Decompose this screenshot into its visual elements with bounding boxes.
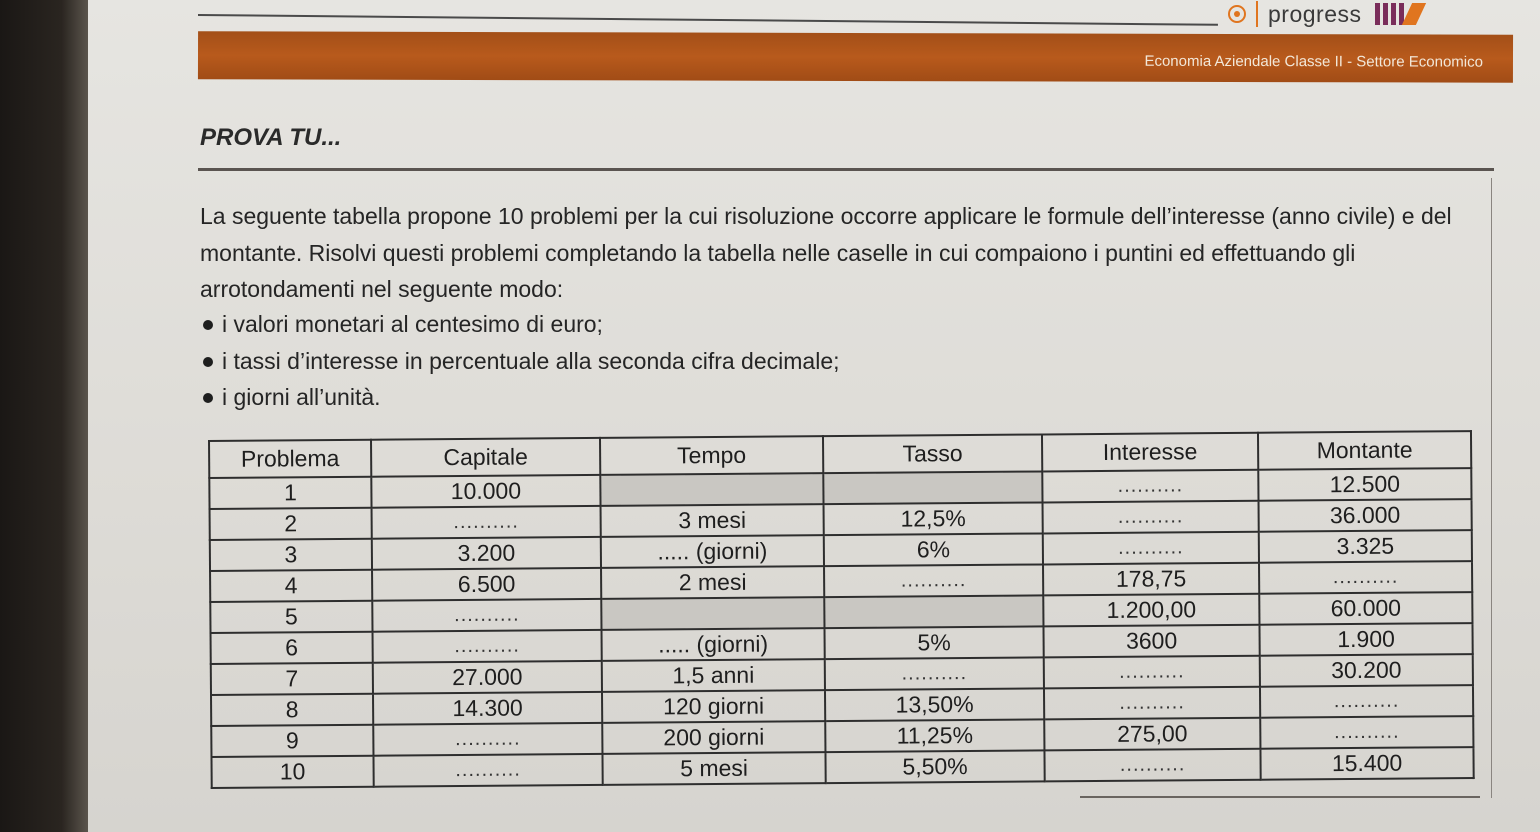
- cell-capitale: 3.200: [372, 537, 601, 570]
- cell-tempo[interactable]: ..... (giorni): [602, 628, 825, 661]
- cell-tasso[interactable]: ..........: [824, 564, 1043, 597]
- cell-tempo: 5 mesi: [602, 752, 825, 785]
- cell-interesse: 3600: [1043, 625, 1259, 658]
- cell-problema: 8: [211, 694, 373, 726]
- cell-montante: 36.000: [1259, 499, 1472, 532]
- header-interesse: Interesse: [1042, 433, 1258, 472]
- rule-item-rate: i tassi d’interesse in percentuale alla seconda cifra decimale;: [200, 343, 840, 380]
- cell-interesse[interactable]: ..........: [1044, 656, 1260, 689]
- problems-table: [208, 430, 1475, 789]
- cell-capitale: 6.500: [372, 568, 601, 601]
- cell-tasso: 11,25%: [825, 719, 1044, 752]
- progress-bars-icon: [1375, 3, 1421, 25]
- section-title: PROVA TU...: [200, 124, 342, 151]
- cell-capitale[interactable]: ..........: [373, 754, 602, 787]
- cell-tasso: 5%: [824, 626, 1043, 659]
- cell-interesse: 275,00: [1044, 718, 1260, 751]
- intro-paragraph: La seguente tabella propone 10 problemi per la cui risoluzione occorre applicare le formule dell’interesse (anno civile) e del montante. Risolvi questi problemi completando la tabella nelle caselle in cui compaiono i puntini ed effettuando gli arrotondamenti nel seguente modo:: [200, 203, 1452, 302]
- cell-tasso: 5,50%: [825, 750, 1044, 783]
- section-vertical-rule: [1491, 178, 1492, 798]
- target-icon: [1228, 5, 1246, 23]
- cell-interesse[interactable]: ..........: [1042, 470, 1258, 503]
- cell-montante[interactable]: ..........: [1259, 561, 1472, 594]
- cell-problema: 5: [210, 601, 372, 633]
- cell-capitale: 27.000: [373, 661, 602, 694]
- cell-tasso: 13,50%: [825, 688, 1044, 721]
- publisher-brand: [1228, 0, 1421, 28]
- cell-interesse[interactable]: ..........: [1044, 687, 1260, 720]
- cell-problema: 1: [209, 477, 371, 509]
- cell-interesse[interactable]: ..........: [1044, 749, 1260, 782]
- cell-capitale: 14.300: [373, 692, 602, 725]
- cell-montante: 1.900: [1259, 623, 1472, 656]
- brand-name: progress: [1268, 0, 1362, 27]
- cell-montante[interactable]: ..........: [1260, 685, 1473, 718]
- header-tempo: Tempo: [600, 436, 823, 475]
- header-capitale: Capitale: [371, 438, 600, 477]
- cell-tasso[interactable]: ..........: [825, 657, 1044, 690]
- cell-montante: 60.000: [1259, 592, 1472, 625]
- cell-problema: 2: [210, 508, 372, 540]
- cell-capitale[interactable]: ..........: [372, 599, 601, 632]
- cell-tasso: [823, 471, 1042, 504]
- rounding-rules-list: [200, 306, 840, 416]
- cell-tempo: 2 mesi: [601, 566, 824, 599]
- cell-montante[interactable]: ..........: [1260, 716, 1473, 749]
- cell-capitale[interactable]: ..........: [372, 506, 601, 539]
- cell-montante: 3.325: [1259, 530, 1472, 563]
- subject-label: Economia Aziendale Classe II - Settore Economico: [1144, 52, 1484, 71]
- cell-interesse: 1.200,00: [1043, 594, 1259, 627]
- cell-montante: 12.500: [1258, 468, 1471, 501]
- cell-tempo: 1,5 anni: [602, 659, 825, 692]
- cell-capitale[interactable]: ..........: [373, 723, 602, 756]
- cell-problema: 6: [211, 632, 373, 664]
- rule-item-days: i giorni all’unità.: [200, 379, 840, 416]
- cell-montante: 30.200: [1260, 654, 1473, 687]
- cell-problema: 4: [210, 570, 372, 602]
- cell-capitale: 10.000: [371, 475, 600, 508]
- cell-montante: 15.400: [1260, 747, 1473, 780]
- header-problema: Problema: [209, 440, 371, 478]
- left-dark-edge: [0, 0, 88, 832]
- cell-tasso: 6%: [824, 533, 1043, 566]
- cell-tasso: [824, 595, 1043, 628]
- header-montante: Montante: [1258, 431, 1471, 470]
- bottom-rule: [1080, 796, 1480, 798]
- header-tasso: Tasso: [823, 434, 1042, 473]
- cell-tempo: 120 giorni: [602, 690, 825, 723]
- cell-tempo[interactable]: ..... (giorni): [601, 535, 824, 568]
- cell-interesse[interactable]: ..........: [1043, 501, 1259, 534]
- cell-tempo: 3 mesi: [601, 504, 824, 537]
- cell-tasso: 12,5%: [824, 502, 1043, 535]
- cell-tempo: 200 giorni: [602, 721, 825, 754]
- cell-problema: 3: [210, 539, 372, 571]
- cell-interesse[interactable]: ..........: [1043, 532, 1259, 565]
- cell-tempo: [600, 473, 823, 506]
- rule-item-money: i valori monetari al centesimo di euro;: [200, 306, 840, 343]
- cell-tempo: [601, 597, 824, 630]
- cell-interesse: 178,75: [1043, 563, 1259, 596]
- cell-problema: 7: [211, 663, 373, 695]
- header-band: [198, 31, 1513, 82]
- cell-capitale[interactable]: ..........: [373, 630, 602, 663]
- brand-separator: [1256, 1, 1258, 27]
- section-rule: [198, 168, 1494, 171]
- cell-problema: 9: [211, 725, 373, 757]
- cell-problema: 10: [211, 756, 373, 788]
